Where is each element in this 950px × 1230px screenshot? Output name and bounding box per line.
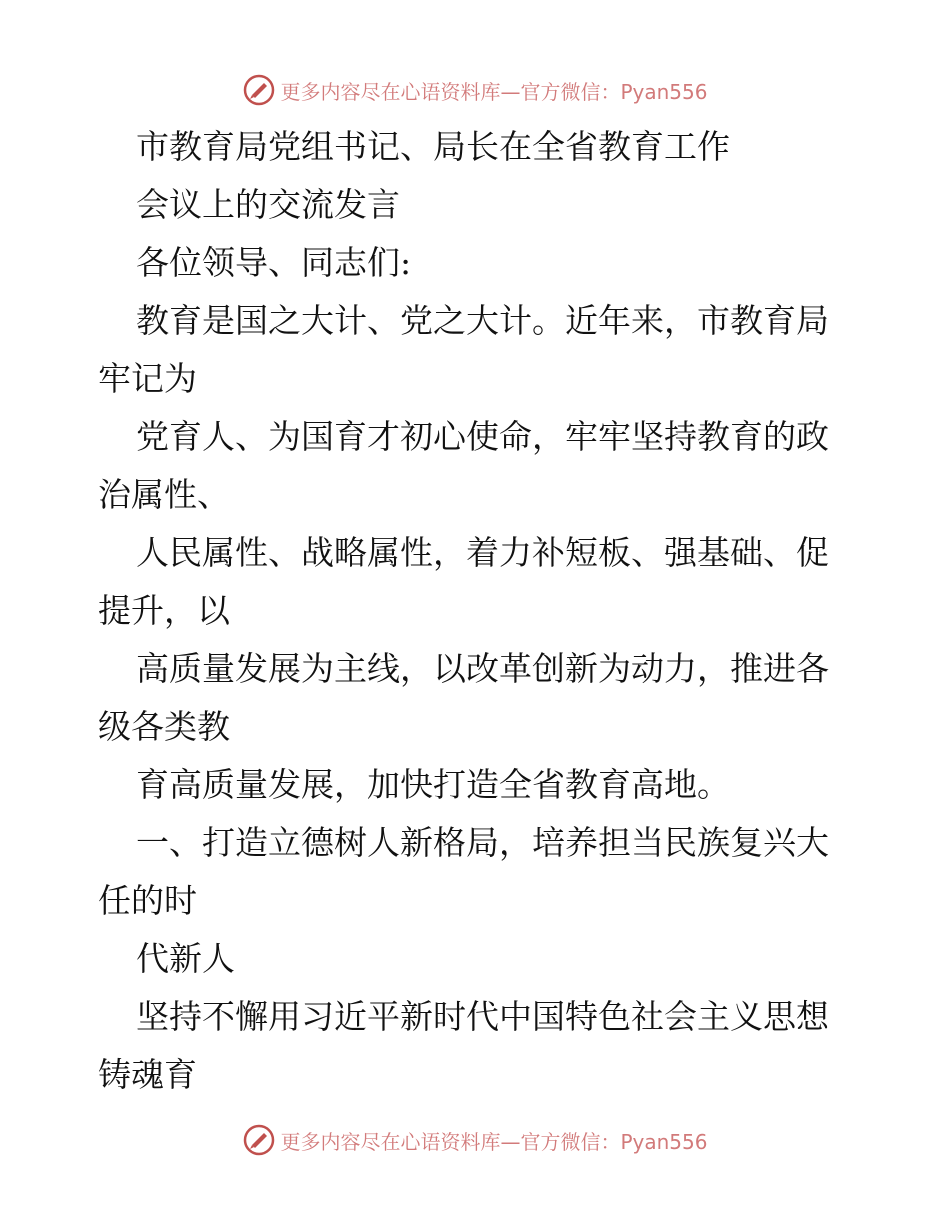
pen-seal-icon: [242, 73, 276, 107]
paragraph: 党育人、为国育才初心使命，牢牢坚持教育的政治属性、: [98, 417, 829, 514]
footer-watermark: [0, 1120, 950, 1160]
section-heading: 一、打造立德树人新格局，培养担当民族复兴大任的时: [98, 823, 829, 920]
section-heading-continued: 代新人: [136, 939, 235, 978]
paragraph: 坚持不懈用习近平新时代中国特色社会主义思想铸魂育: [98, 997, 829, 1094]
watermark-text: 更多内容尽在心语资料库—官方微信：Pyan556: [280, 1129, 708, 1154]
paragraph: 育高质量发展，加快打造全省教育高地。: [136, 765, 730, 804]
pen-seal-icon: [242, 1123, 276, 1157]
paragraph: 高质量发展为主线，以改革创新为动力，推进各级各类教: [98, 649, 829, 746]
paragraph: 教育是国之大计、党之大计。近年来，市教育局牢记为: [98, 301, 829, 398]
document-body: [98, 118, 858, 1104]
doc-title-line-1: 市教育局党组书记、局长在全省教育工作: [136, 127, 730, 166]
salutation: 各位领导、同志们:: [136, 243, 412, 282]
paragraph: 人民属性、战略属性，着力补短板、强基础、促提升，以: [98, 533, 829, 630]
header-watermark: [0, 70, 950, 110]
watermark-text: 更多内容尽在心语资料库—官方微信：Pyan556: [280, 79, 708, 104]
doc-title-line-2: 会议上的交流发言: [136, 185, 400, 224]
